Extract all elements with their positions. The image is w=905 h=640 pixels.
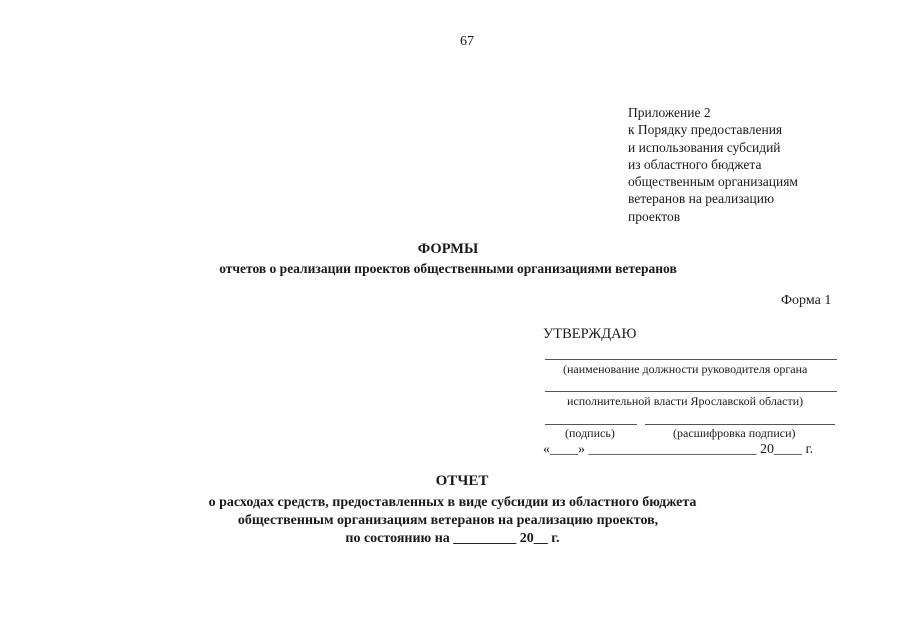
appendix-line: и использования субсидий	[628, 139, 781, 155]
authority-line	[545, 391, 837, 392]
page-number: 67	[460, 34, 474, 49]
report-subtitle-line: общественным организациям ветеранов на реализацию проектов,	[237, 513, 659, 528]
forms-title: ФОРМЫ	[417, 241, 479, 257]
report-date-line: по состоянию на _________ 20__ г.	[345, 531, 560, 546]
appendix-line: из областного бюджета	[628, 156, 762, 172]
approval-date-line: «____» ________________________ 20____ г.	[543, 442, 814, 457]
signature-caption: (подпись)	[565, 426, 615, 440]
appendix-block	[628, 104, 798, 225]
position-line	[545, 359, 837, 360]
signature-line	[545, 424, 637, 425]
decoding-line	[645, 424, 835, 425]
form-number: Форма 1	[781, 293, 832, 308]
appendix-line: ветеранов на реализацию	[628, 191, 775, 207]
appendix-line: Приложение 2	[628, 105, 711, 120]
report-subtitle-line: о расходах средств, предоставленных в виде субсидии из областного бюджета	[208, 495, 697, 510]
position-caption: (наименование должности руководителя органа	[563, 362, 808, 376]
report-title: ОТЧЕТ	[435, 473, 489, 489]
authority-caption: исполнительной власти Ярославской области)	[567, 394, 804, 408]
appendix-line: общественным организациям	[628, 174, 798, 190]
approval-heading: УТВЕРЖДАЮ	[543, 326, 637, 342]
forms-subtitle: отчетов о реализации проектов общественными организациями ветеранов	[219, 261, 677, 276]
decoding-caption: (расшифровка подписи)	[673, 426, 796, 440]
appendix-line: к Порядку предоставления	[628, 122, 783, 138]
appendix-line: проектов	[628, 208, 681, 224]
